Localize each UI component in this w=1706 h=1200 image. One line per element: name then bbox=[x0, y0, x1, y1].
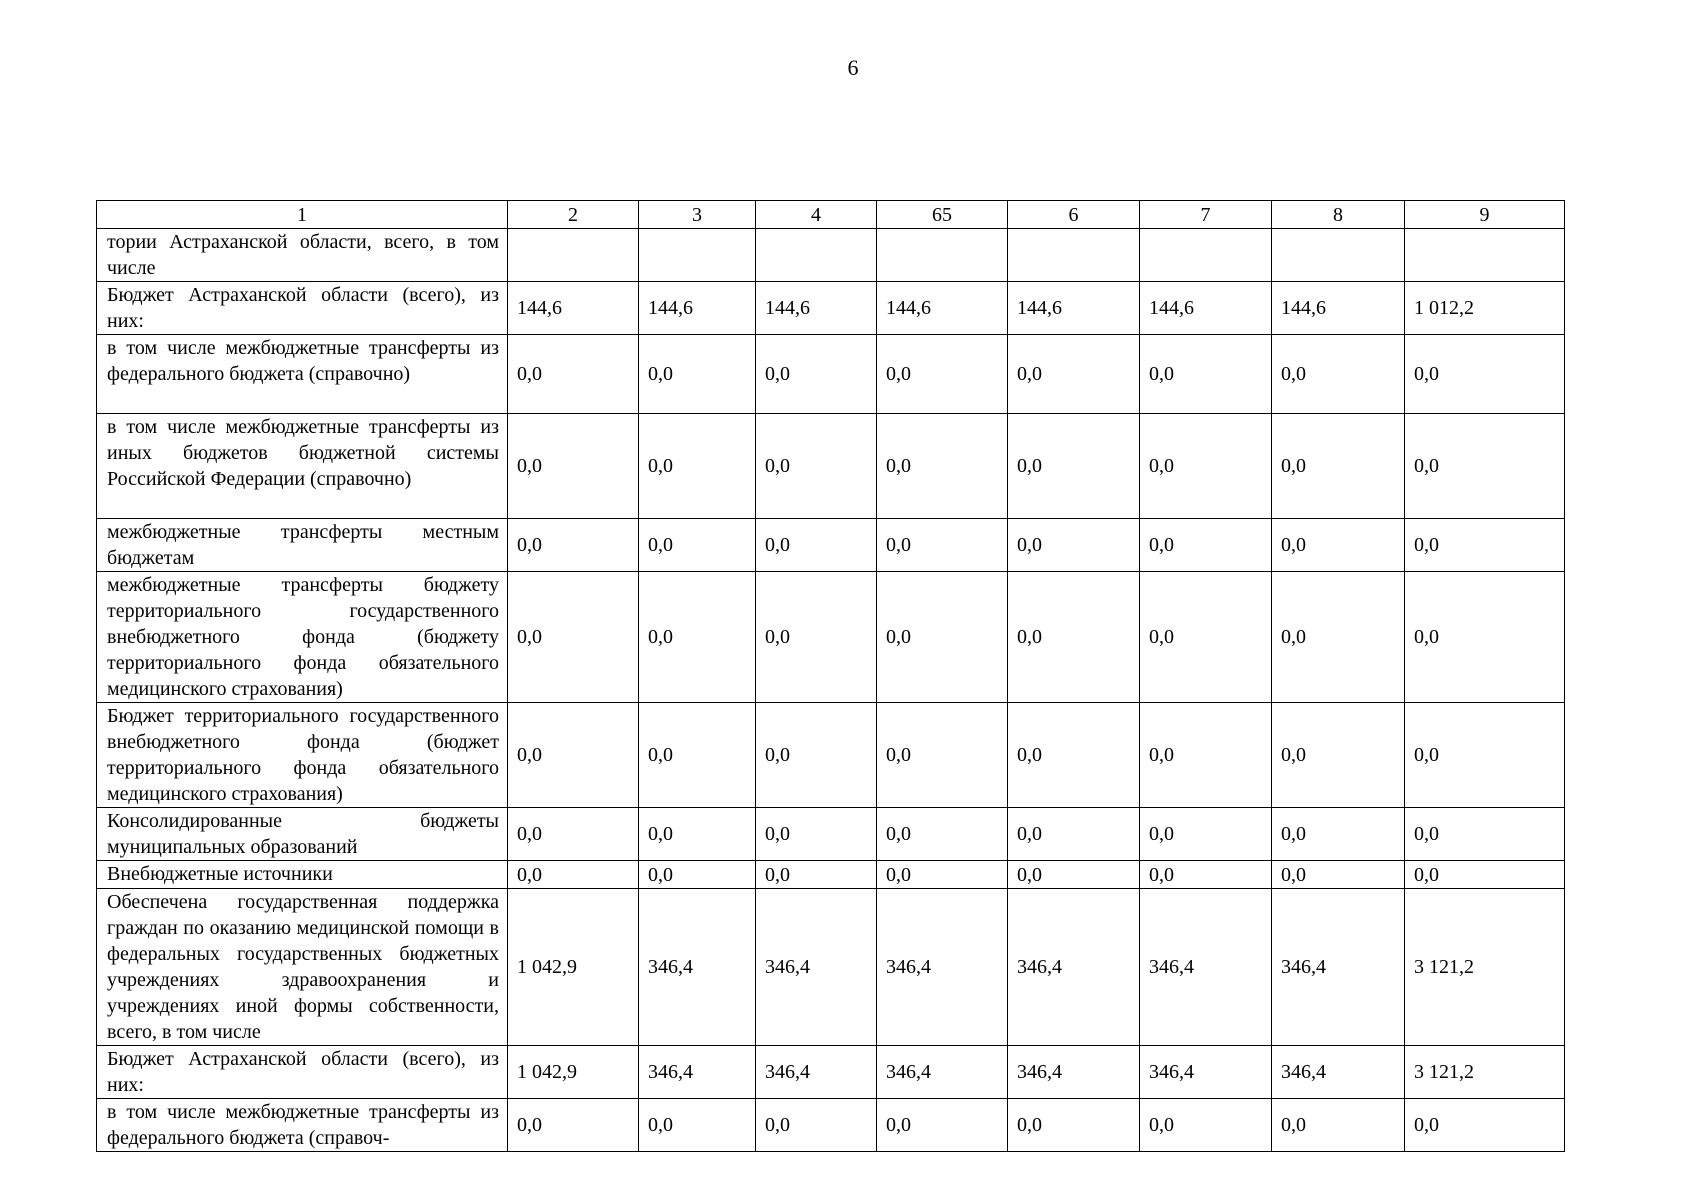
value-cell: 0,0 bbox=[1272, 414, 1405, 519]
value-cell: 0,0 bbox=[877, 861, 1008, 889]
value-cell: 0,0 bbox=[1140, 414, 1272, 519]
value-cell: 0,0 bbox=[1272, 861, 1405, 889]
value-cell: 144,6 bbox=[639, 282, 756, 335]
value-cell: 0,0 bbox=[508, 414, 639, 519]
value-cell: 0,0 bbox=[877, 572, 1008, 703]
value-cell: 0,0 bbox=[877, 808, 1008, 861]
budget-table-container bbox=[96, 200, 1565, 1152]
value-cell bbox=[877, 229, 1008, 282]
row-label: Бюджет Астраханской области (всего), из них: bbox=[97, 282, 508, 335]
value-cell: 0,0 bbox=[877, 335, 1008, 414]
value-cell: 0,0 bbox=[877, 519, 1008, 572]
table-row bbox=[97, 808, 1565, 861]
value-cell: 0,0 bbox=[508, 808, 639, 861]
value-cell bbox=[756, 229, 877, 282]
value-cell: 0,0 bbox=[1405, 703, 1565, 808]
value-cell: 0,0 bbox=[1405, 861, 1565, 889]
value-cell: 346,4 bbox=[1008, 1046, 1140, 1099]
value-cell bbox=[1272, 229, 1405, 282]
value-cell: 0,0 bbox=[1272, 572, 1405, 703]
value-cell: 0,0 bbox=[639, 861, 756, 889]
table-row bbox=[97, 414, 1565, 519]
table-row bbox=[97, 1099, 1565, 1152]
value-cell: 346,4 bbox=[1008, 889, 1140, 1046]
value-cell: 0,0 bbox=[1405, 808, 1565, 861]
row-label: в том числе межбюджетные трансферты из иных бюджетов бюджетной системы Российской Федерации (справочно) bbox=[97, 414, 508, 519]
value-cell: 0,0 bbox=[1008, 808, 1140, 861]
table-row bbox=[97, 861, 1565, 889]
value-cell: 0,0 bbox=[877, 414, 1008, 519]
row-label: тории Астраханской области, всего, в том числе bbox=[97, 229, 508, 282]
column-header-1: 1 bbox=[97, 201, 508, 229]
table-body bbox=[97, 229, 1565, 1152]
value-cell: 0,0 bbox=[639, 519, 756, 572]
value-cell: 0,0 bbox=[1272, 808, 1405, 861]
value-cell: 0,0 bbox=[1272, 703, 1405, 808]
row-label: Бюджет территориального государственного внебюджетного фонда (бюджет территориального фонда обязательного медицинского страхования) bbox=[97, 703, 508, 808]
value-cell bbox=[1008, 229, 1140, 282]
value-cell: 0,0 bbox=[1140, 1099, 1272, 1152]
value-cell: 0,0 bbox=[1272, 519, 1405, 572]
value-cell: 0,0 bbox=[756, 335, 877, 414]
value-cell: 1 042,9 bbox=[508, 1046, 639, 1099]
value-cell: 144,6 bbox=[508, 282, 639, 335]
value-cell: 0,0 bbox=[1008, 572, 1140, 703]
value-cell: 346,4 bbox=[877, 1046, 1008, 1099]
value-cell: 0,0 bbox=[1008, 1099, 1140, 1152]
value-cell: 346,4 bbox=[1140, 889, 1272, 1046]
value-cell: 0,0 bbox=[508, 519, 639, 572]
column-header-7: 7 bbox=[1140, 201, 1272, 229]
column-header-2: 2 bbox=[508, 201, 639, 229]
column-header-9: 9 bbox=[1405, 201, 1565, 229]
column-header-8: 8 bbox=[1272, 201, 1405, 229]
row-label: в том числе межбюджетные трансферты из федерального бюджета (справочно) bbox=[97, 335, 508, 414]
value-cell: 0,0 bbox=[1272, 335, 1405, 414]
value-cell: 0,0 bbox=[756, 414, 877, 519]
table-row bbox=[97, 519, 1565, 572]
value-cell bbox=[1140, 229, 1272, 282]
page-number: 6 bbox=[847, 55, 859, 80]
table-row bbox=[97, 229, 1565, 282]
value-cell: 0,0 bbox=[1008, 519, 1140, 572]
row-label: межбюджетные трансферты местным бюджетам bbox=[97, 519, 508, 572]
column-header-6: 6 bbox=[1008, 201, 1140, 229]
row-label: межбюджетные трансферты бюджету территориального государственного внебюджетного фонда (бюджету территориального фонда обязательного медицинского страхования) bbox=[97, 572, 508, 703]
value-cell: 0,0 bbox=[639, 572, 756, 703]
value-cell bbox=[639, 229, 756, 282]
value-cell: 144,6 bbox=[1008, 282, 1140, 335]
value-cell: 144,6 bbox=[1140, 282, 1272, 335]
value-cell: 0,0 bbox=[1140, 861, 1272, 889]
value-cell: 0,0 bbox=[877, 703, 1008, 808]
table-row bbox=[97, 572, 1565, 703]
value-cell: 346,4 bbox=[756, 889, 877, 1046]
value-cell bbox=[508, 229, 639, 282]
table-row bbox=[97, 703, 1565, 808]
value-cell: 0,0 bbox=[1405, 572, 1565, 703]
value-cell: 1 012,2 bbox=[1405, 282, 1565, 335]
value-cell: 0,0 bbox=[639, 808, 756, 861]
value-cell: 144,6 bbox=[877, 282, 1008, 335]
value-cell: 0,0 bbox=[1140, 703, 1272, 808]
value-cell: 144,6 bbox=[756, 282, 877, 335]
table-row bbox=[97, 1046, 1565, 1099]
value-cell: 0,0 bbox=[508, 335, 639, 414]
value-cell: 0,0 bbox=[508, 1099, 639, 1152]
value-cell: 0,0 bbox=[756, 861, 877, 889]
column-header-4: 4 bbox=[756, 201, 877, 229]
value-cell: 346,4 bbox=[877, 889, 1008, 1046]
value-cell: 0,0 bbox=[1140, 808, 1272, 861]
value-cell: 0,0 bbox=[1140, 335, 1272, 414]
value-cell: 346,4 bbox=[639, 889, 756, 1046]
value-cell: 0,0 bbox=[639, 703, 756, 808]
value-cell: 0,0 bbox=[1140, 519, 1272, 572]
value-cell: 346,4 bbox=[1272, 1046, 1405, 1099]
value-cell: 0,0 bbox=[1140, 572, 1272, 703]
row-label: в том числе межбюджетные трансферты из федерального бюджета (справоч- bbox=[97, 1099, 508, 1152]
table-row bbox=[97, 282, 1565, 335]
value-cell: 0,0 bbox=[877, 1099, 1008, 1152]
value-cell: 3 121,2 bbox=[1405, 889, 1565, 1046]
value-cell: 346,4 bbox=[1140, 1046, 1272, 1099]
value-cell: 1 042,9 bbox=[508, 889, 639, 1046]
value-cell: 346,4 bbox=[639, 1046, 756, 1099]
value-cell: 0,0 bbox=[1405, 519, 1565, 572]
value-cell: 0,0 bbox=[508, 572, 639, 703]
value-cell: 0,0 bbox=[639, 414, 756, 519]
budget-table bbox=[96, 200, 1565, 1152]
value-cell: 0,0 bbox=[1405, 1099, 1565, 1152]
value-cell: 0,0 bbox=[1008, 414, 1140, 519]
header-row bbox=[97, 201, 1565, 229]
column-header-3: 3 bbox=[639, 201, 756, 229]
value-cell: 0,0 bbox=[639, 1099, 756, 1152]
column-header-5: 65 bbox=[877, 201, 1008, 229]
row-label: Консолидированные бюджеты муниципальных образований bbox=[97, 808, 508, 861]
value-cell: 0,0 bbox=[1008, 703, 1140, 808]
row-label: Бюджет Астраханской области (всего), из них: bbox=[97, 1046, 508, 1099]
row-label: Внебюджетные источники bbox=[97, 861, 508, 889]
value-cell: 0,0 bbox=[756, 808, 877, 861]
row-label: Обеспечена государственная поддержка граждан по оказанию медицинской помощи в федеральных государственных бюджетных учреждениях здравоохранения и учреждениях иной формы собственности, всего, в том числе bbox=[97, 889, 508, 1046]
value-cell: 0,0 bbox=[756, 1099, 877, 1152]
value-cell: 0,0 bbox=[1272, 1099, 1405, 1152]
value-cell: 0,0 bbox=[508, 703, 639, 808]
value-cell: 346,4 bbox=[756, 1046, 877, 1099]
value-cell: 144,6 bbox=[1272, 282, 1405, 335]
value-cell: 0,0 bbox=[1008, 335, 1140, 414]
value-cell: 0,0 bbox=[756, 572, 877, 703]
value-cell: 3 121,2 bbox=[1405, 1046, 1565, 1099]
value-cell: 0,0 bbox=[756, 703, 877, 808]
value-cell: 0,0 bbox=[756, 519, 877, 572]
value-cell: 0,0 bbox=[1008, 861, 1140, 889]
table-row bbox=[97, 335, 1565, 414]
value-cell: 0,0 bbox=[508, 861, 639, 889]
value-cell: 0,0 bbox=[639, 335, 756, 414]
value-cell: 0,0 bbox=[1405, 335, 1565, 414]
table-row bbox=[97, 889, 1565, 1046]
value-cell: 346,4 bbox=[1272, 889, 1405, 1046]
value-cell bbox=[1405, 229, 1565, 282]
value-cell: 0,0 bbox=[1405, 414, 1565, 519]
